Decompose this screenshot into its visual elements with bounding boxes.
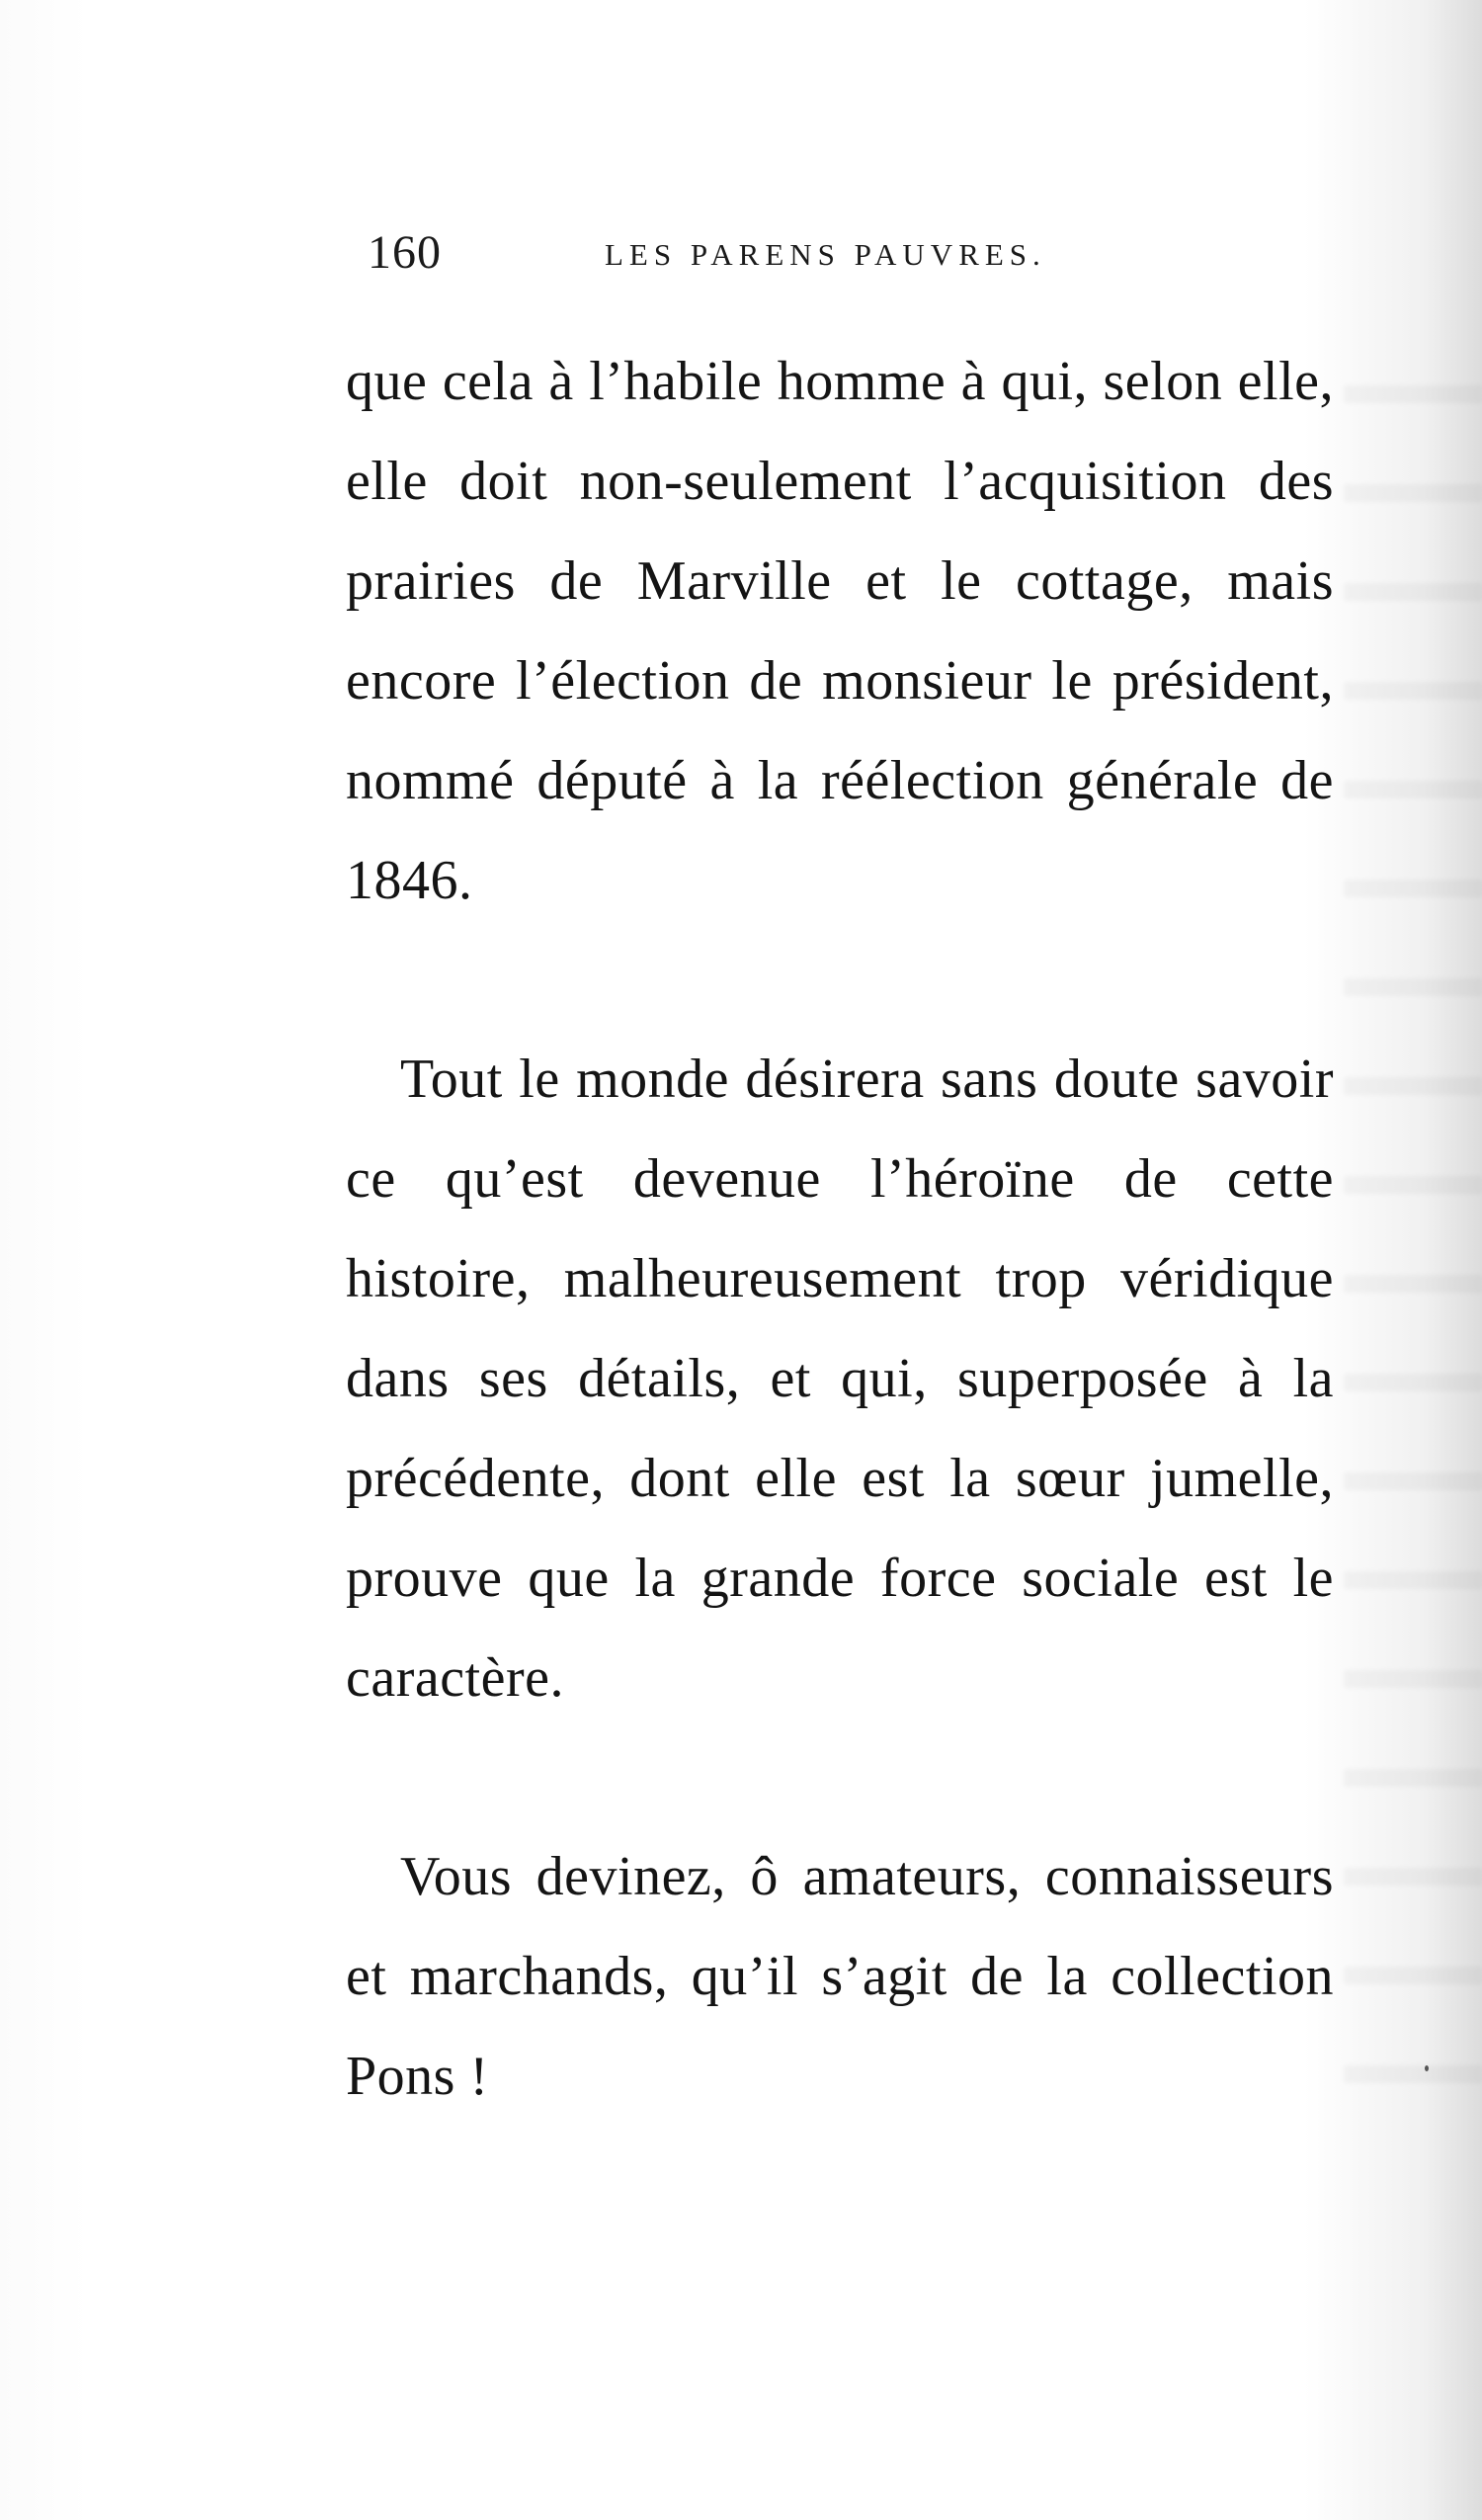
paragraph-1: que cela à l’habile homme à qui, selon elle, elle doit non-seulement l’acquisition des prairies de Marville et le cottage, mais encore l’élection de monsieur le président, nommé député à la réélection générale de 1846.: [346, 351, 1334, 911]
ink-speck: [1425, 2065, 1429, 2071]
show-through-text: [1344, 326, 1482, 2154]
paragraph-2: Tout le monde désirera sans doute savoir ce qu’est devenue l’héroïne de cette histoire, malheureusement trop véridique dans ses détails, et qui, superposée à la précédente, dont elle est la sœur jumelle, prouve que la grande force sociale est le caractère.: [346, 1049, 1334, 1709]
paragraph-3: Vous devinez, ô amateurs, connaisseurs et marchands, qu’il s’agit de la collection Pons !: [346, 1846, 1334, 2107]
body-text: [346, 332, 1334, 2127]
running-title: LES PARENS PAUVRES.: [605, 237, 1046, 272]
page-number: 160: [368, 226, 442, 279]
running-head: [368, 225, 1118, 285]
